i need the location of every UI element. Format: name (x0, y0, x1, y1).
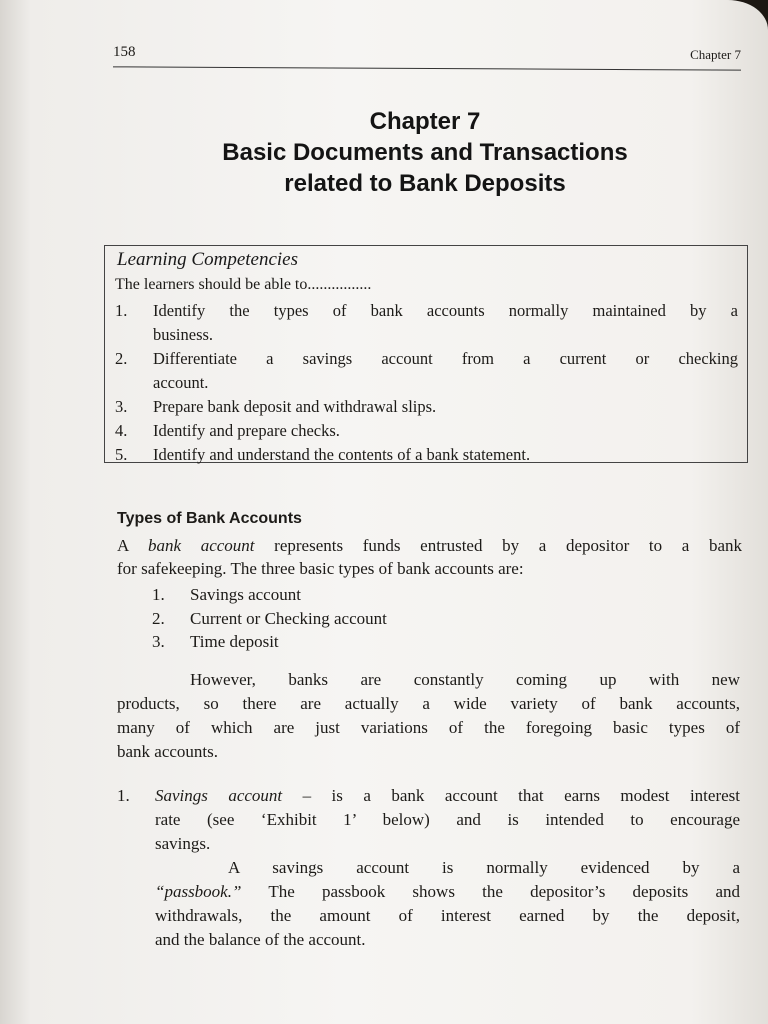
passbook-line-4: and the balance of the account. (155, 930, 366, 949)
competencies-intro: The learners should be able to................ (115, 276, 372, 293)
passbook-line-3: withdrawals, the amount of interest earned by the deposit, (155, 906, 740, 925)
account-type-number: 2. (152, 608, 165, 628)
competency-item (105, 395, 749, 419)
passbook-line-2 (155, 880, 740, 904)
savings-line-1 (155, 784, 740, 808)
competency-text: Prepare bank deposit and withdrawal slips. (153, 397, 437, 416)
chapter-title-line-2: related to Bank Deposits (284, 170, 566, 197)
intro-text-a: A (117, 536, 148, 555)
competency-item (105, 443, 749, 467)
competencies-heading: Learning Competencies (117, 249, 299, 270)
intro-term: bank account (148, 536, 255, 555)
competency-item (105, 299, 749, 347)
competencies-list (105, 299, 749, 467)
competency-text-cont: account. (153, 373, 209, 392)
competency-text: Identify and prepare checks. (153, 421, 340, 440)
paragraph-line: bank accounts. (117, 742, 219, 761)
account-type-number: 1. (152, 585, 165, 604)
account-type-item (152, 607, 387, 631)
savings-line-2: rate (see ‘Exhibit 1’ below) and is intended to encourage (155, 810, 740, 829)
competency-item (105, 419, 749, 443)
competency-text: Identify the types of bank accounts normally maintained by a (153, 301, 738, 320)
competency-text: Identify and understand the contents of a bank statement. (153, 445, 531, 464)
section-intro-line-1 (117, 534, 742, 558)
savings-definition: – is a bank account that earns modest interest (282, 786, 740, 805)
passbook-text: The passbook shows the depositor’s deposits and (241, 882, 740, 901)
intro-text-b: represents funds entrusted by a depositor to a bank (254, 536, 743, 555)
paragraph-line: many of which are just variations of the foregoing basic types of (117, 718, 740, 737)
competency-text: Differentiate a savings account from a current or checking (153, 349, 738, 368)
account-type-label: Time deposit (190, 632, 279, 651)
account-type-label: Current or Checking account (190, 608, 387, 628)
account-type-item (152, 583, 387, 607)
competency-number: 3. (115, 397, 128, 416)
passbook-line-1: A savings account is normally evidenced by a (228, 858, 740, 877)
competency-number: 2. (115, 349, 128, 368)
paragraph-line: products, so there are actually a wide variety of bank accounts, (117, 694, 740, 713)
running-head: Chapter 7 (690, 47, 741, 62)
savings-item-number: 1. (117, 786, 130, 805)
passbook-term: “passbook.” (155, 882, 242, 901)
account-type-number: 3. (152, 632, 165, 651)
savings-term: Savings account (155, 786, 283, 805)
page-number: 158 (113, 44, 136, 60)
account-types-list (152, 583, 387, 654)
account-type-label: Savings account (190, 585, 301, 604)
section-heading: Types of Bank Accounts (117, 510, 302, 527)
competency-number: 5. (115, 445, 128, 464)
account-type-item (152, 630, 387, 654)
savings-line-3: savings. (155, 834, 211, 853)
competency-text-cont: business. (153, 325, 214, 344)
chapter-number: Chapter 7 (369, 108, 481, 135)
learning-competencies-box (104, 245, 748, 463)
page-header (113, 44, 741, 74)
competency-number: 1. (115, 301, 128, 320)
competency-item (105, 347, 749, 395)
chapter-title-line-1: Basic Documents and Transactions (222, 139, 628, 166)
paragraph-line: However, banks are constantly coming up with new (190, 670, 740, 689)
competency-number: 4. (115, 421, 128, 440)
header-rule (113, 66, 741, 70)
section-intro-line-2: for safekeeping. The three basic types of bank accounts are: (117, 559, 524, 578)
